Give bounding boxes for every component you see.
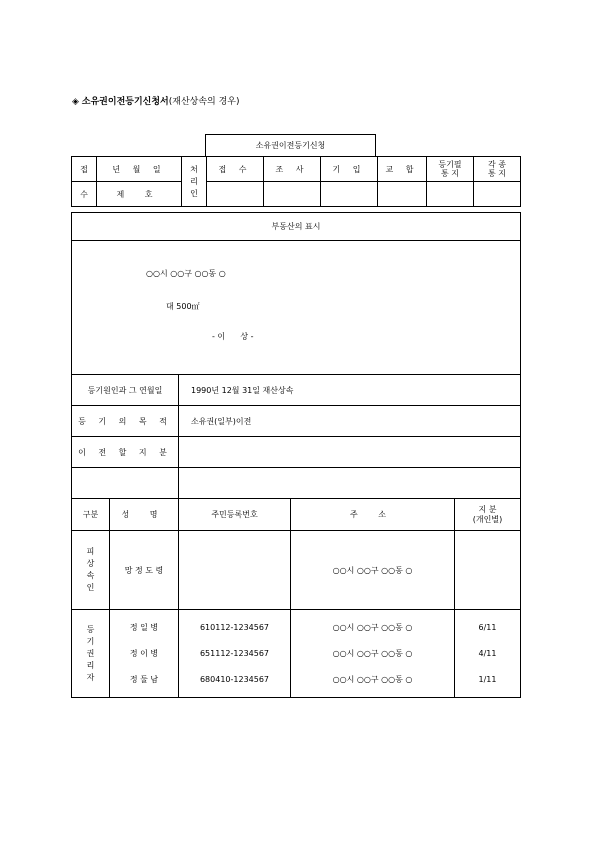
share-label: 이 전 할 지 분 <box>72 437 179 468</box>
heir-label: 피 상 속 인 <box>72 531 110 610</box>
date-cell: 년 월 일 <box>97 157 182 182</box>
holder-id: 651112-1234567 <box>199 648 270 658</box>
receipt-header-label: 소유권이전등기신청 <box>255 140 326 150</box>
share-value <box>179 437 521 468</box>
main-table <box>71 212 521 698</box>
holder-share: 4/11 <box>478 648 497 658</box>
purpose-label: 등 기 의 목 적 <box>72 406 179 437</box>
col-share: 지 분 (개인별) <box>455 499 521 531</box>
property-end: - 이 상 - <box>212 332 254 341</box>
holder-id: 610112-1234567 <box>199 622 270 632</box>
heir-id <box>179 531 291 610</box>
col-josa: 조 사 <box>264 157 321 182</box>
empty-josa <box>264 182 321 207</box>
property-body <box>72 241 521 375</box>
col-jeopsu: 접 수 <box>207 157 264 182</box>
holder-addresses <box>291 610 455 698</box>
holder-ids <box>179 610 291 698</box>
diamond-marker-icon: ◈ <box>72 97 79 107</box>
processor-cell: 처 리 인 <box>182 157 207 207</box>
holder-name: 정 둘 남 <box>129 674 159 684</box>
cause-value: 1990년 12월 31일 재산상속 <box>179 375 521 406</box>
receipt-table <box>71 156 521 207</box>
holder-shares <box>455 610 521 698</box>
title-main: 소유권이전등기신청서 <box>81 97 169 107</box>
holder-name: 정 일 병 <box>129 622 159 632</box>
receipt-header <box>205 134 376 157</box>
holder-address: ○○시 ○○구 ○○동 ○ <box>332 674 413 684</box>
jeop-cell: 접 <box>72 157 97 182</box>
blank-value <box>179 468 521 499</box>
holder-share: 1/11 <box>478 674 497 684</box>
su-cell: 수 <box>72 182 97 207</box>
col-name: 성 명 <box>110 499 179 531</box>
col-gakjong-tongji: 각 종 통 지 <box>474 157 521 182</box>
purpose-value: 소유권(일부)이전 <box>179 406 521 437</box>
col-gubun: 구분 <box>72 499 110 531</box>
title-sub: (재산상속의 경우) <box>168 97 240 107</box>
property-area: 대 500㎡ <box>166 302 200 311</box>
holder-name: 정 이 병 <box>129 648 159 658</box>
rights-holder-label: 등 기 권 리 자 <box>72 610 110 698</box>
blank-label <box>72 468 179 499</box>
holder-address: ○○시 ○○구 ○○동 ○ <box>332 648 413 658</box>
col-giip: 기 입 <box>321 157 378 182</box>
number-cell: 제 호 <box>97 182 182 207</box>
heir-address: ○○시 ○○구 ○○동 ○ <box>291 531 455 610</box>
col-gyohap: 교 합 <box>378 157 427 182</box>
empty-gakjong <box>474 182 521 207</box>
property-address: ○○시 ○○구 ○○동 ○ <box>146 269 226 278</box>
empty-jeopsu <box>207 182 264 207</box>
empty-giip <box>321 182 378 207</box>
document-title <box>72 98 240 107</box>
col-id: 주민등록번호 <box>179 499 291 531</box>
cause-label: 등기원인과 그 연월일 <box>72 375 179 406</box>
empty-deunggi <box>427 182 474 207</box>
heir-name: 망 정 도 령 <box>110 531 179 610</box>
holder-names <box>110 610 179 698</box>
holder-id: 680410-1234567 <box>199 674 270 684</box>
holder-address: ○○시 ○○구 ○○동 ○ <box>332 622 413 632</box>
holder-share: 6/11 <box>478 622 497 632</box>
property-header: 부동산의 표시 <box>72 213 521 241</box>
col-address: 주 소 <box>291 499 455 531</box>
empty-gyohap <box>378 182 427 207</box>
col-deunggi-tongji: 등기필 통 지 <box>427 157 474 182</box>
heir-share <box>455 531 521 610</box>
